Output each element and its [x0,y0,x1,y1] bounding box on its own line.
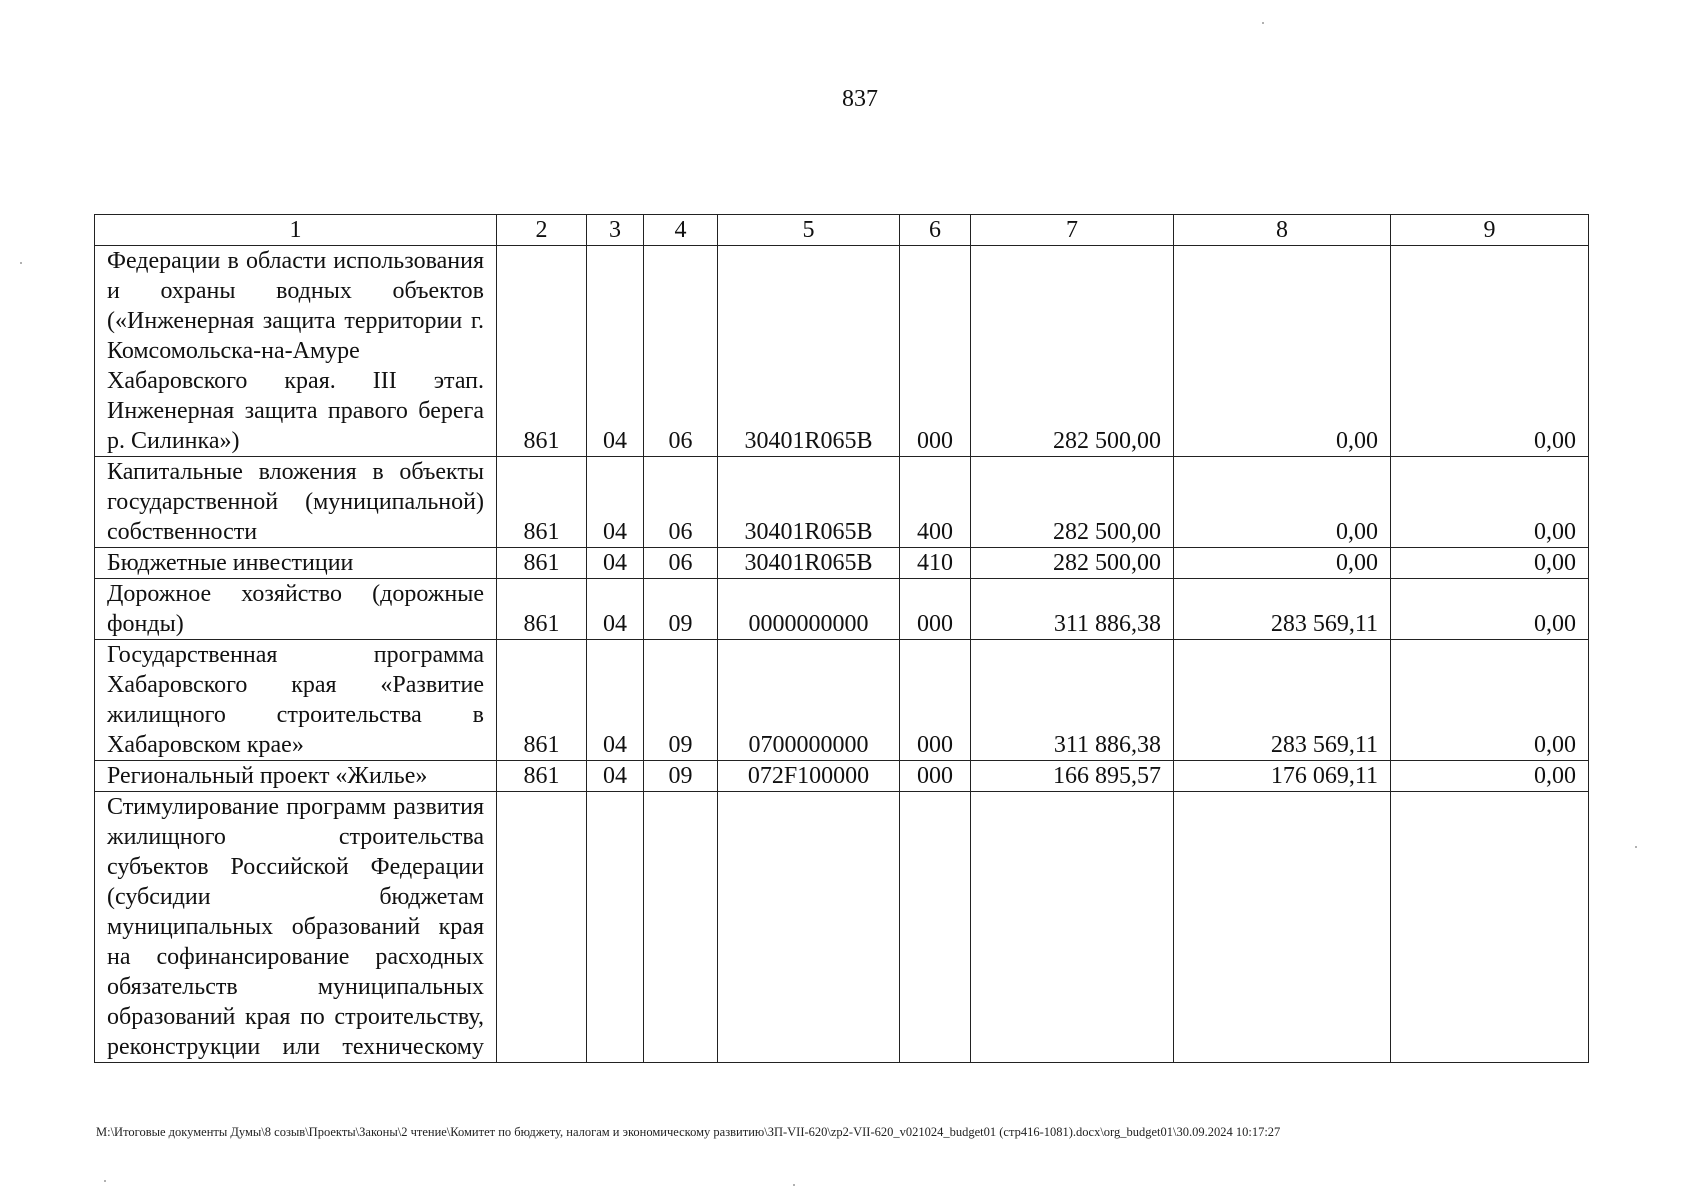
cell-amount-8: 0,00 [1174,548,1391,579]
scan-speck [20,262,22,264]
cell-amount-9 [1391,792,1589,1063]
cell-subsection [644,792,718,1063]
cell-ministry [497,792,587,1063]
cell-expense-type: 410 [900,548,971,579]
cell-expense-type: 400 [900,457,971,548]
cell-ministry: 861 [497,548,587,579]
cell-section: 04 [587,579,644,640]
table-row [95,792,1589,1063]
column-header-1: 1 [95,215,497,246]
cell-section [587,792,644,1063]
scan-speck [1635,846,1637,848]
row-name: Федерации в области использования и охраны водных объектов («Инженерная защита территории г. Комсомольска-на-Амуре Хабаровского края. III этап. Инженерная защита правого берега р. Силинка») [95,246,497,457]
column-header-5: 5 [718,215,900,246]
column-header-7: 7 [971,215,1174,246]
cell-amount-7: 282 500,00 [971,246,1174,457]
cell-subsection: 09 [644,761,718,792]
table-row [95,246,1589,457]
cell-ministry: 861 [497,246,587,457]
cell-amount-7: 311 886,38 [971,640,1174,761]
cell-section: 04 [587,761,644,792]
page-number: 837 [842,86,878,112]
cell-section: 04 [587,548,644,579]
cell-amount-8: 176 069,11 [1174,761,1391,792]
scan-speck [104,1180,106,1182]
footer-file-path: M:\Итоговые документы Думы\8 созыв\Проекты\Законы\2 чтение\Комитет по бюджету, налогам и экономическому развитию\ЗП-VII-620\zp2-VII-620_v021024_budget01 (стр416-1081).docx\org_budget01\30.09.2024 10:17:27 [96,1125,1281,1139]
cell-amount-9: 0,00 [1391,761,1589,792]
row-name: Дорожное хозяйство (дорожные фонды) [95,579,497,640]
cell-amount-9: 0,00 [1391,457,1589,548]
row-name: Государственная программа Хабаровского края «Развитие жилищного строительства в Хабаровском крае» [95,640,497,761]
column-header-4: 4 [644,215,718,246]
cell-expense-type: 000 [900,246,971,457]
cell-target-article: 0700000000 [718,640,900,761]
cell-amount-7: 166 895,57 [971,761,1174,792]
cell-amount-9: 0,00 [1391,640,1589,761]
cell-amount-8 [1174,792,1391,1063]
cell-subsection: 06 [644,548,718,579]
cell-target-article [718,792,900,1063]
scan-speck [1262,22,1264,24]
cell-target-article: 30401R065B [718,457,900,548]
cell-expense-type [900,792,971,1063]
cell-amount-8: 0,00 [1174,246,1391,457]
table-row [95,548,1589,579]
cell-section: 04 [587,457,644,548]
cell-target-article: 072F100000 [718,761,900,792]
cell-amount-9: 0,00 [1391,579,1589,640]
column-header-6: 6 [900,215,971,246]
cell-subsection: 09 [644,579,718,640]
cell-ministry: 861 [497,761,587,792]
column-header-8: 8 [1174,215,1391,246]
cell-amount-8: 283 569,11 [1174,579,1391,640]
table-row [95,640,1589,761]
cell-expense-type: 000 [900,761,971,792]
scan-speck [793,1184,795,1186]
cell-subsection: 06 [644,246,718,457]
cell-ministry: 861 [497,457,587,548]
cell-amount-8: 283 569,11 [1174,640,1391,761]
budget-table [94,214,1589,1063]
cell-amount-9: 0,00 [1391,246,1589,457]
column-header-9: 9 [1391,215,1589,246]
cell-amount-8: 0,00 [1174,457,1391,548]
column-header-2: 2 [497,215,587,246]
cell-subsection: 09 [644,640,718,761]
cell-ministry: 861 [497,640,587,761]
cell-subsection: 06 [644,457,718,548]
table-header-row [95,215,1589,246]
cell-target-article: 0000000000 [718,579,900,640]
cell-expense-type: 000 [900,640,971,761]
column-header-3: 3 [587,215,644,246]
cell-amount-7: 282 500,00 [971,457,1174,548]
table-row [95,579,1589,640]
cell-expense-type: 000 [900,579,971,640]
row-name: Капитальные вложения в объекты государственной (муниципальной) собственности [95,457,497,548]
cell-amount-9: 0,00 [1391,548,1589,579]
cell-amount-7: 311 886,38 [971,579,1174,640]
table-row [95,761,1589,792]
cell-ministry: 861 [497,579,587,640]
cell-section: 04 [587,246,644,457]
row-name: Стимулирование программ развития жилищного строительства субъектов Российской Федерации (субсидии бюджетам муниципальных образований края на софинансирование расходных обязательств муниципальных образований края по строительству, реконструкции или техническому [95,792,497,1063]
cell-target-article: 30401R065B [718,548,900,579]
cell-amount-7 [971,792,1174,1063]
cell-target-article: 30401R065B [718,246,900,457]
cell-section: 04 [587,640,644,761]
row-name: Бюджетные инвестиции [95,548,497,579]
row-name: Региональный проект «Жилье» [95,761,497,792]
table-row [95,457,1589,548]
cell-amount-7: 282 500,00 [971,548,1174,579]
